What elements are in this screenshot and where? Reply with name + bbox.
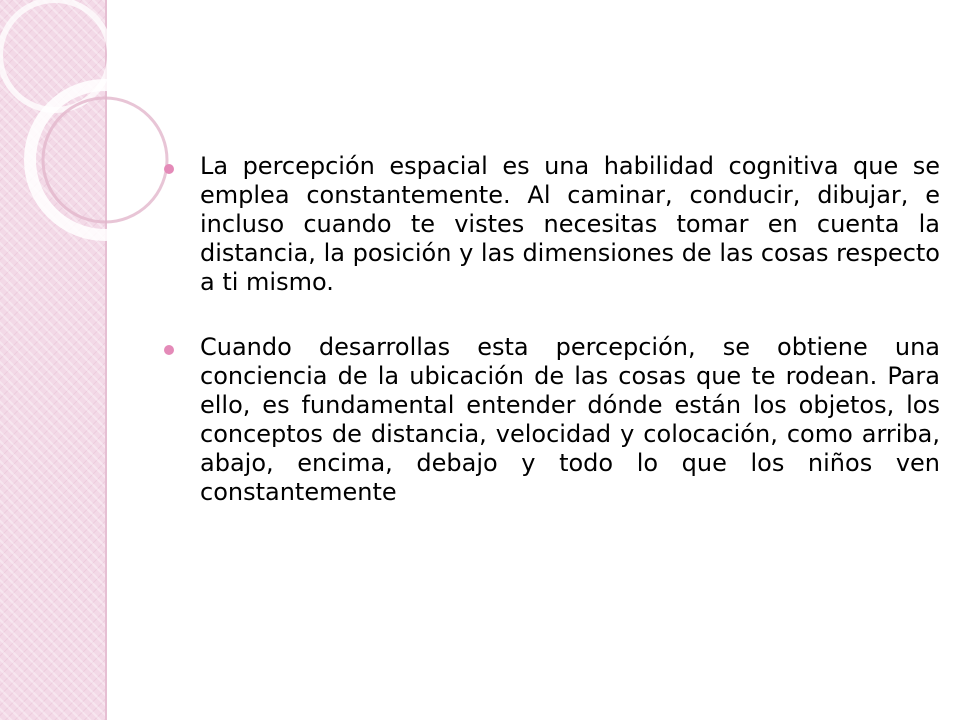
bullet-list xyxy=(160,152,940,507)
slide-content xyxy=(160,152,940,543)
middle-ring-inner-icon xyxy=(43,98,167,222)
bullet-text-2: Cuando desarrollas esta percepción, se obtiene una conciencia de la ubicación de las cosas que te rodean. Para ello, es fundamental entender dónde están los objetos, los conceptos de distancia, velocidad y colocación, como arriba, abajo, encima, debajo y todo lo que los niños ven constantemente xyxy=(200,333,940,507)
bullet-item-1 xyxy=(160,152,940,297)
upper-ring-icon xyxy=(0,0,110,110)
bullet-point-icon xyxy=(164,345,174,355)
bullet-point-icon xyxy=(164,164,174,174)
middle-ring-outer-icon xyxy=(30,85,180,235)
bullet-item-2 xyxy=(160,333,940,507)
bullet-text-1: La percepción espacial es una habilidad cognitiva que se emplea constantemente. Al caminar, conducir, dibujar, e incluso cuando te vistes necesitas tomar en cuenta la distancia, la posición y las dimensiones de las cosas respecto a ti mismo. xyxy=(200,152,940,297)
